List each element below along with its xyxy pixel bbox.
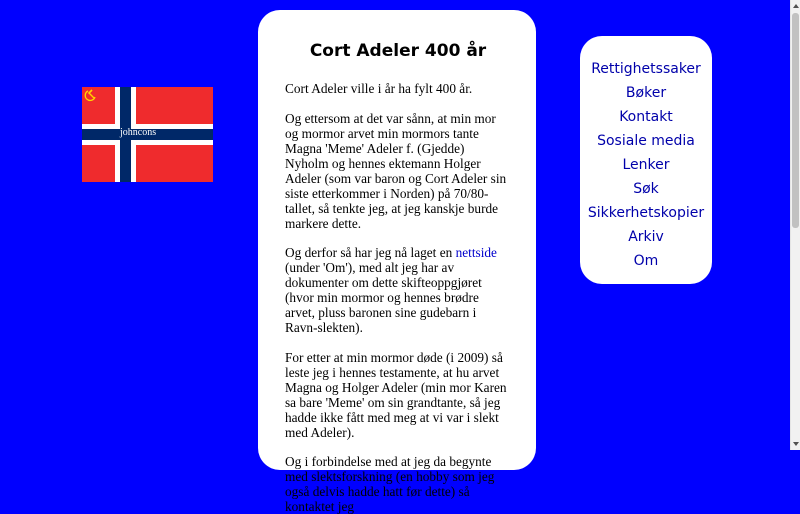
nav-link-sosiale-media[interactable]: Sosiale media [597,133,695,149]
article-paragraph-1: Cort Adeler ville i år ha fylt 400 år. [285,81,473,96]
nav-link-rettighetssaker[interactable]: Rettighetssaker [591,61,701,77]
site-navigation [580,36,712,284]
nav-link-om[interactable]: Om [633,253,659,269]
nav-link-arkiv[interactable]: Arkiv [628,229,664,245]
paragraph-3-after: (under 'Om'), med alt jeg har av dokumenter om dette skifteoppgjøret (hvor min mormor og hennes brødre arvet, pluss baronen sine gudebarn i Ravn-slekten). [285,260,482,335]
scroll-down-arrow-icon[interactable] [791,438,800,450]
nav-link-sikkerhetskopier[interactable]: Sikkerhetskopier [587,205,705,221]
page-scrollbar[interactable] [790,0,800,450]
article-paragraph-4: For etter at min mormor døde (i 2009) så leste jeg i hennes testamente, at hu arvet Magna og Holger Adeler (min mor Karen sa bare 'Meme' om sin grandtante, så jeg hadde ikke fått med meg at vi var i slekt med Adeler). [285,349,507,440]
nav-link-sok[interactable]: Søk [633,181,659,197]
article-paragraph-3 [285,245,511,335]
scroll-up-arrow-icon[interactable] [791,0,800,12]
scrollbar-thumb[interactable] [792,13,799,228]
page-title: Cort Adeler 400 år [309,41,487,61]
nav-link-lenker[interactable]: Lenker [622,157,670,173]
paragraph-3-before: Og derfor så har jeg nå laget en [285,245,456,260]
flag-image [82,87,213,182]
article-paragraph-2: Og ettersom at det var sånn, at min mor og mormor arvet min mormors tante Magna 'Meme' Adeler f. (Gjedde) Nyholm og hennes ektemann Holger Adeler (som var baron og Cort Adeler sin siste etterkommer i Norden) på 70/80-tallet, så tenkte jeg, at jeg kanskje burde markere dette. [285,110,507,231]
article-panel [258,10,536,514]
article-paragraph-5: Og i forbindelse med at jeg da begynte med slektsforskning (en hobby som jeg også delvis hadde hatt før dette) så kontaktet jeg [285,454,495,514]
nav-link-kontakt[interactable]: Kontakt [619,109,673,125]
flag-caption: johncons [120,127,157,138]
nav-link-boker[interactable]: Bøker [625,85,667,101]
nettside-link[interactable]: nettside [455,245,497,260]
hammer-sickle-icon [85,89,97,101]
